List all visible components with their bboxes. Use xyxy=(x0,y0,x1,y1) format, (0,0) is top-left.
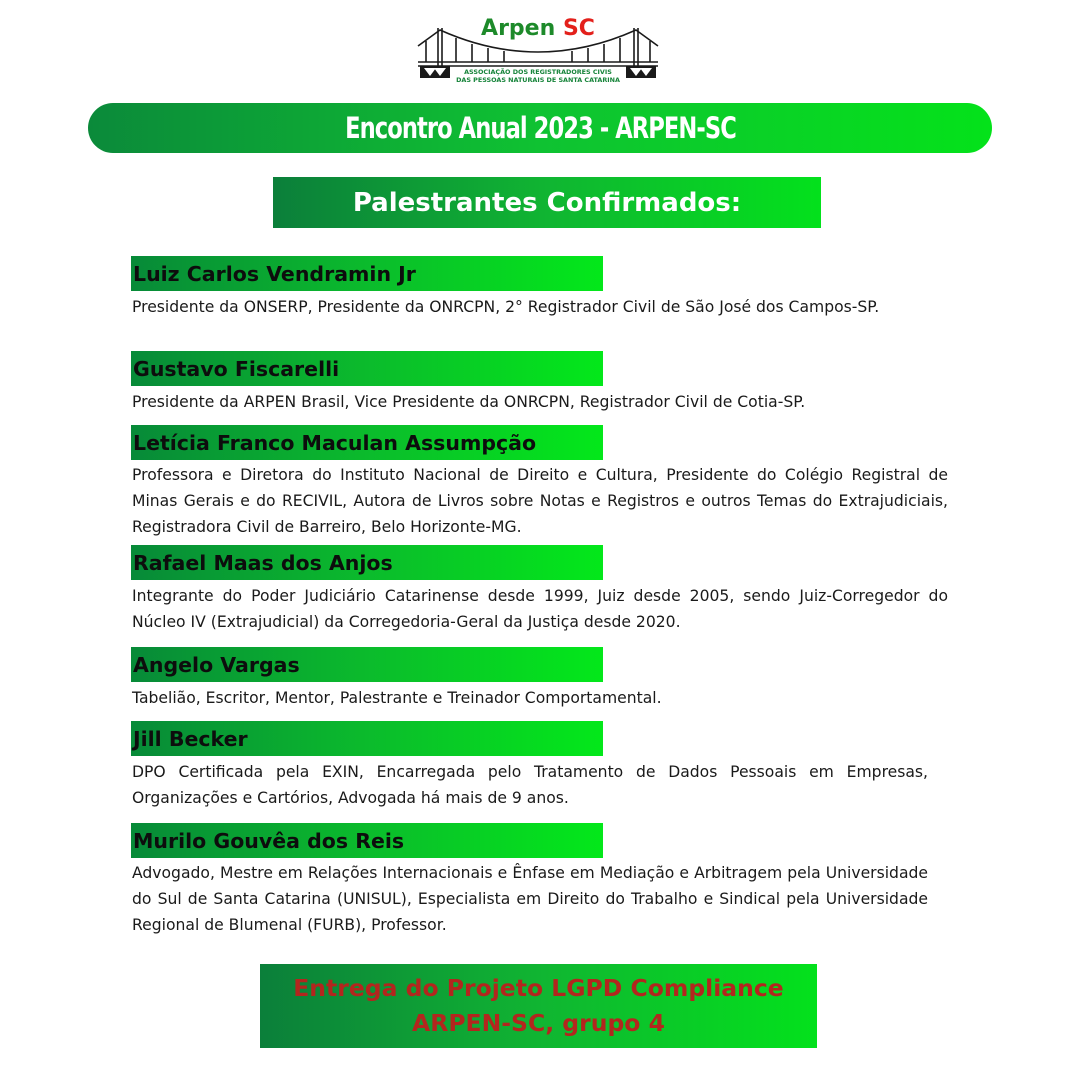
speaker-name-bar xyxy=(131,351,603,386)
project-delivery-line1: Entrega do Projeto LGPD Compliance xyxy=(293,974,784,1002)
speaker-description: Tabelião, Escritor, Mentor, Palestrante e Treinador Comportamental. xyxy=(132,689,662,707)
logo-brand-accent: SC xyxy=(562,16,595,41)
speaker-name: Jill Becker xyxy=(133,726,248,751)
speakers-heading-box xyxy=(273,177,821,228)
logo-wordmark xyxy=(416,16,660,41)
speaker-name-bar xyxy=(131,823,603,858)
speaker-name-bar xyxy=(131,545,603,580)
speakers-heading: Palestrantes Confirmados: xyxy=(352,187,742,218)
event-title-banner xyxy=(88,103,992,153)
logo-subtitle-line2: DAS PESSOAS NATURAIS DE SANTA CATARINA xyxy=(456,76,620,84)
speaker-description: DPO Certificada pela EXIN, Encarregada pelo Tratamento de Dados Pessoais em Empresas, Organizações e Cartórios, Advogada há mais de 9 anos. xyxy=(132,763,928,807)
speaker-description: Advogado, Mestre em Relações Internacionais e Ênfase em Mediação e Arbitragem pela Universidade do Sul de Santa Catarina (UNISUL), Especialista em Direito do Trabalho e Sindical pela Universidade Regional de Blumenal (FURB), Professor. xyxy=(132,864,928,934)
speaker-name: Letícia Franco Maculan Assumpção xyxy=(133,430,537,455)
speaker-description: Presidente da ONSERP, Presidente da ONRCPN, 2° Registrador Civil de São José dos Campos-SP. xyxy=(132,298,880,316)
speaker-name-bar xyxy=(131,721,603,756)
logo-brand-main: Arpen xyxy=(481,16,556,41)
logo-subtitle-line1: ASSOCIAÇÃO DOS REGISTRADORES CIVIS xyxy=(464,68,612,76)
speaker-name-bar xyxy=(131,425,603,460)
speaker-name-bar xyxy=(131,256,603,291)
speaker-name-bar xyxy=(131,647,603,682)
speaker-name: Angelo Vargas xyxy=(133,652,300,677)
speaker-name: Murilo Gouvêa dos Reis xyxy=(133,828,405,853)
speaker-description: Integrante do Poder Judiciário Catarinense desde 1999, Juiz desde 2005, sendo Juiz-Corregedor do Núcleo IV (Extrajudicial) da Corregedoria-Geral da Justiça desde 2020. xyxy=(132,587,948,631)
speaker-description: Professora e Diretora do Instituto Nacional de Direito e Cultura, Presidente do Colégio Registral de Minas Gerais e do RECIVIL, Autora de Livros sobre Notas e Registros e outros Temas do Extrajudiciais, Registradora Civil de Barreiro, Belo Horizonte-MG. xyxy=(132,466,948,536)
arpen-sc-logo xyxy=(416,14,660,90)
speaker-name: Gustavo Fiscarelli xyxy=(133,356,340,381)
event-title: Encontro Anual 2023 - ARPEN-SC xyxy=(344,111,736,145)
speaker-name: Rafael Maas dos Anjos xyxy=(133,550,393,575)
speaker-description: Presidente da ARPEN Brasil, Vice Presidente da ONRCPN, Registrador Civil de Cotia-SP. xyxy=(132,393,806,411)
speaker-name: Luiz Carlos Vendramin Jr xyxy=(133,261,416,286)
project-delivery-box xyxy=(260,964,817,1048)
project-delivery-line2: ARPEN-SC, grupo 4 xyxy=(412,1009,665,1037)
